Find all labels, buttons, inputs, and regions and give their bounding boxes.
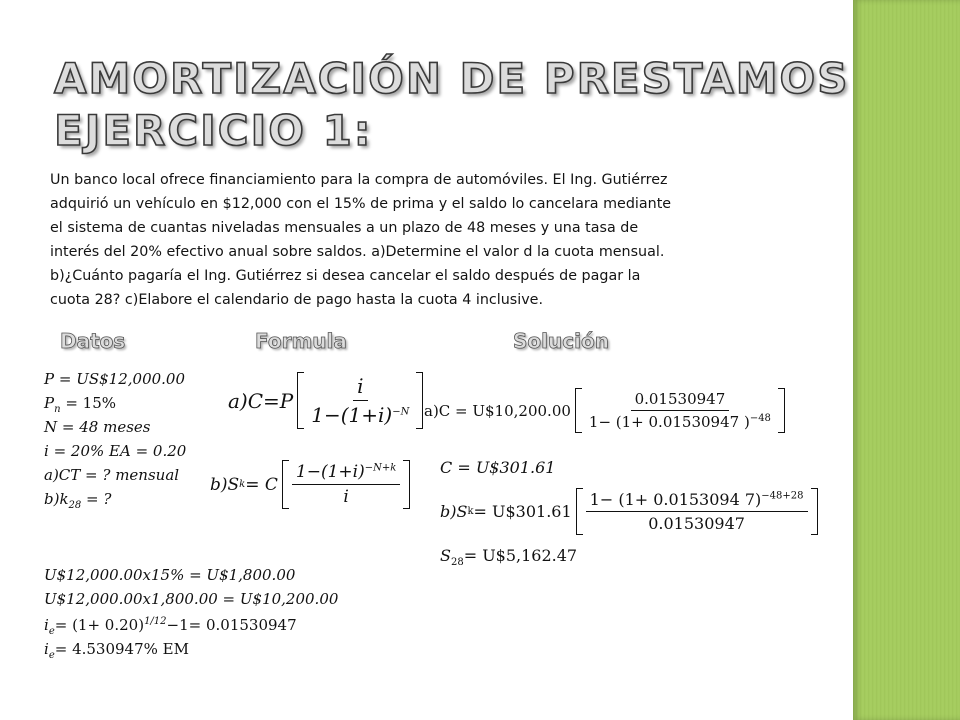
problem-line: el sistema de cuantas niveladas mensuales a un plazo de 48 meses y una tasa de bbox=[50, 220, 639, 236]
dato-n: N = 48 meses bbox=[44, 418, 151, 436]
dato-i: i = 20% EA = 0.20 bbox=[44, 442, 187, 460]
solucion-a-bracket: $\frac{0.01530947}{1- (1+ 0.01530947 )^{-48}}$ bbox=[575, 388, 785, 433]
problem-line: adquirió un vehículo en $12,000 con el 15% de prima y el saldo lo cancelara mediante bbox=[50, 196, 672, 212]
solucion-a: a)C = U$10,200.00 $\frac{0.01530947}{1- (1+ 0.01530947 )^{-48}}$ bbox=[424, 388, 785, 433]
formula-a-bracket: $\frac{i}{1-(1+i)^{-N}}$ bbox=[297, 372, 423, 429]
calc-line-3: $i_e= (1+ 0.20)^{1/12}-1= 0.01530947$ bbox=[44, 616, 297, 637]
heading-solucion: Solución bbox=[513, 329, 609, 353]
problem-line: Un banco local ofrece financiamiento para la compra de automóviles. El Ing. Gutiérrez bbox=[50, 172, 668, 188]
calc-line-2: U$12,000.00x1,800.00 = U$10,200.00 bbox=[44, 590, 339, 608]
dato-prima: $P_n = 15\%$ bbox=[44, 394, 116, 415]
title-line-1: AMORTIZACIÓN DE PRESTAMOS bbox=[54, 54, 850, 103]
calc-line-1: U$12,000.00x15% = U$1,800.00 bbox=[44, 566, 296, 584]
problem-line: cuota 28? c)Elabore el calendario de pago hasta la cuota 4 inclusive. bbox=[50, 292, 544, 308]
formula-b: b)S k = C $\frac{1-(1+i)^{-N+k}}{i}$ bbox=[210, 460, 410, 509]
solucion-s28: $S_{28}=$ U$5,162.47 bbox=[440, 546, 578, 569]
problem-statement bbox=[50, 168, 790, 312]
dato-ct: a)CT = ? mensual bbox=[44, 466, 180, 484]
dato-p: P = US$12,000.00 bbox=[44, 370, 186, 388]
calc-line-4: $i_e= 4.530947\%$ EM bbox=[44, 640, 189, 661]
decorative-sidebar bbox=[853, 0, 960, 720]
problem-line: b)¿Cuánto pagaría el Ing. Gutiérrez si desea cancelar el saldo después de pagar la bbox=[50, 268, 641, 284]
formula-a: a)C=P $\frac{i}{1-(1+i)^{-N}}$ bbox=[228, 372, 423, 429]
solucion-b: b)S k = U$301.61 $\frac{1- (1+ 0.0153094 7)^{-48+28}}{0.01530947}$ bbox=[440, 488, 818, 535]
solucion-c: C = U$301.61 bbox=[440, 458, 556, 477]
heading-formula: Formula bbox=[255, 329, 347, 353]
solucion-b-bracket: $\frac{1- (1+ 0.0153094 7)^{-48+28}}{0.01530947}$ bbox=[576, 488, 818, 535]
formula-b-bracket: $\frac{1-(1+i)^{-N+k}}{i}$ bbox=[282, 460, 410, 509]
title-line-2: EJERCICIO 1: bbox=[54, 106, 373, 155]
dato-k: $b)k_{28}$ = ? bbox=[44, 490, 112, 511]
problem-line: interés del 20% efectivo anual sobre saldos. a)Determine el valor d la cuota mensual. bbox=[50, 244, 665, 260]
heading-datos: Datos bbox=[60, 329, 126, 353]
